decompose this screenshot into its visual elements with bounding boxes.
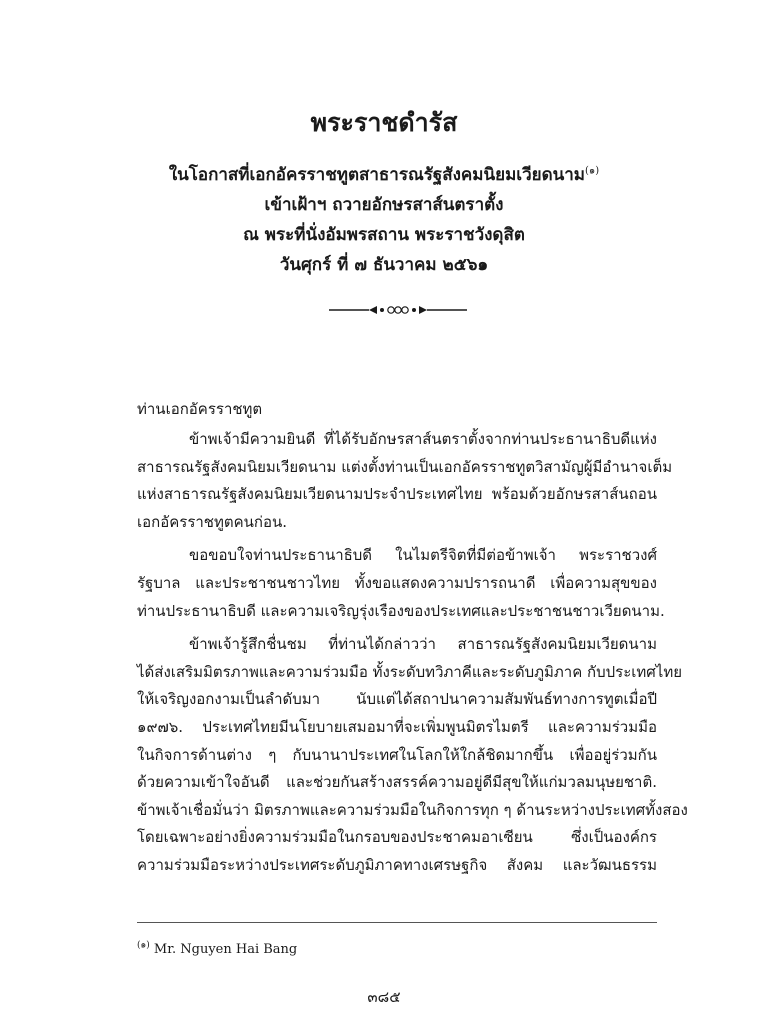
text-line: รัฐบาล และประชาชนชาวไทย ทั้งขอแสดงความปรารถนาดี เพื่อความสุขของ	[137, 573, 657, 592]
footnote	[137, 940, 297, 960]
text-line: แห่งสาธารณรัฐสังคมนิยมเวียดนามประจำประเทศไทย พร้อมด้วยอักษรสาส์นถอน	[137, 485, 657, 504]
text-line: ความร่วมมือระหว่างประเทศระดับภูมิภาคทางเศรษฐกิจ สังคม และวัฒนธรรม	[137, 855, 657, 874]
text-line: ได้ส่งเสริมมิตรภาพและความร่วมมือ ทั้งระดับทวิภาคีและระดับภูมิภาค กับประเทศไทย	[137, 662, 683, 681]
footnote-marker: (๑)	[137, 940, 150, 951]
subtitle-line-occasion	[0, 160, 768, 190]
text-line: สาธารณรัฐสังคมนิยมเวียดนาม แต่งตั้งท่านเป็นเอกอัครราชทูตวิสามัญผู้มีอำนาจเต็ม	[137, 457, 673, 476]
footnote-text: Mr. Nguyen Hai Bang	[153, 942, 298, 957]
speech-body	[137, 426, 688, 886]
text-line: ข้าพเจ้ามีความยินดี ที่ได้รับอักษรสาส์นตราตั้งจากท่านประธานาธิบดีแห่ง	[189, 430, 657, 448]
salutation: ท่านเอกอัครราชทูต	[137, 400, 263, 418]
paragraph-2	[137, 542, 665, 625]
subtitle-line-4: วันศุกร์ ที่ ๗ ธันวาคม ๒๕๖๑	[279, 255, 489, 275]
page-title: พระราชดำรัส	[310, 108, 458, 137]
text-line: เอกอัครราชทูตคนก่อน.	[137, 512, 288, 531]
paragraph-3	[137, 631, 688, 879]
text-line: ข้าพเจ้ารู้สึกชื่นชม ที่ท่านได้กล่าวว่า สาธารณรัฐสังคมนิยมเวียดนาม	[189, 635, 657, 654]
subtitle-line-3: ณ พระที่นั่งอัมพรสถาน พระราชวังดุสิต	[243, 225, 525, 245]
text-line: ๑๙๗๖. ประเทศไทยมีนโยบายเสมอมาที่จะเพิ่มพูนมิตรไมตรี และความร่วมมือ	[137, 717, 657, 736]
subtitle-block	[0, 160, 768, 280]
text-line: ด้วยความเข้าใจอันดี และช่วยกันสร้างสรรค์ความอยู่ดีมีสุขให้แก่มวลมนุษยชาติ.	[137, 773, 657, 792]
text-line: ท่านประธานาธิบดี และความเจริญรุ่งเรืองของประเทศและประชาชนชาวเวียดนาม.	[137, 601, 665, 620]
text-line: ขอขอบใจท่านประธานาธิบดี ในไมตรีจิตที่มีต่อข้าพเจ้า พระราชวงศ์	[189, 546, 657, 565]
ornament-divider-icon	[327, 302, 469, 318]
paragraph-1	[137, 426, 673, 536]
text-line: โดยเฉพาะอย่างยิ่งความร่วมมือในกรอบของประชาคมอาเซียน ซึ่งเป็นองค์กร	[137, 828, 657, 847]
text-line: ในกิจการด้านต่าง ๆ กับนานาประเทศในโลกให้ใกล้ชิดมากขึ้น เพื่ออยู่ร่วมกัน	[137, 745, 657, 764]
text-line: ข้าพเจ้าเชื่อมั่นว่า มิตรภาพและความร่วมมือในกิจการทุก ๆ ด้านระหว่างประเทศทั้งสอง	[137, 800, 688, 819]
subtitle-line-1: ในโอกาสที่เอกอัครราชทูตสาธารณรัฐสังคมนิยมเวียดนาม	[168, 165, 586, 185]
footnote-reference[interactable]: (๑)	[585, 165, 600, 177]
text-line: ให้เจริญงอกงามเป็นลำดับมา นับแต่ได้สถาปนาความสัมพันธ์ทางการทูตเมื่อปี	[137, 690, 657, 709]
page-number: ๓๘๕	[367, 988, 401, 1006]
footnote-divider	[137, 922, 657, 923]
subtitle-line-2: เข้าเฝ้าฯ ถวายอักษรสาส์นตราตั้ง	[264, 195, 504, 215]
